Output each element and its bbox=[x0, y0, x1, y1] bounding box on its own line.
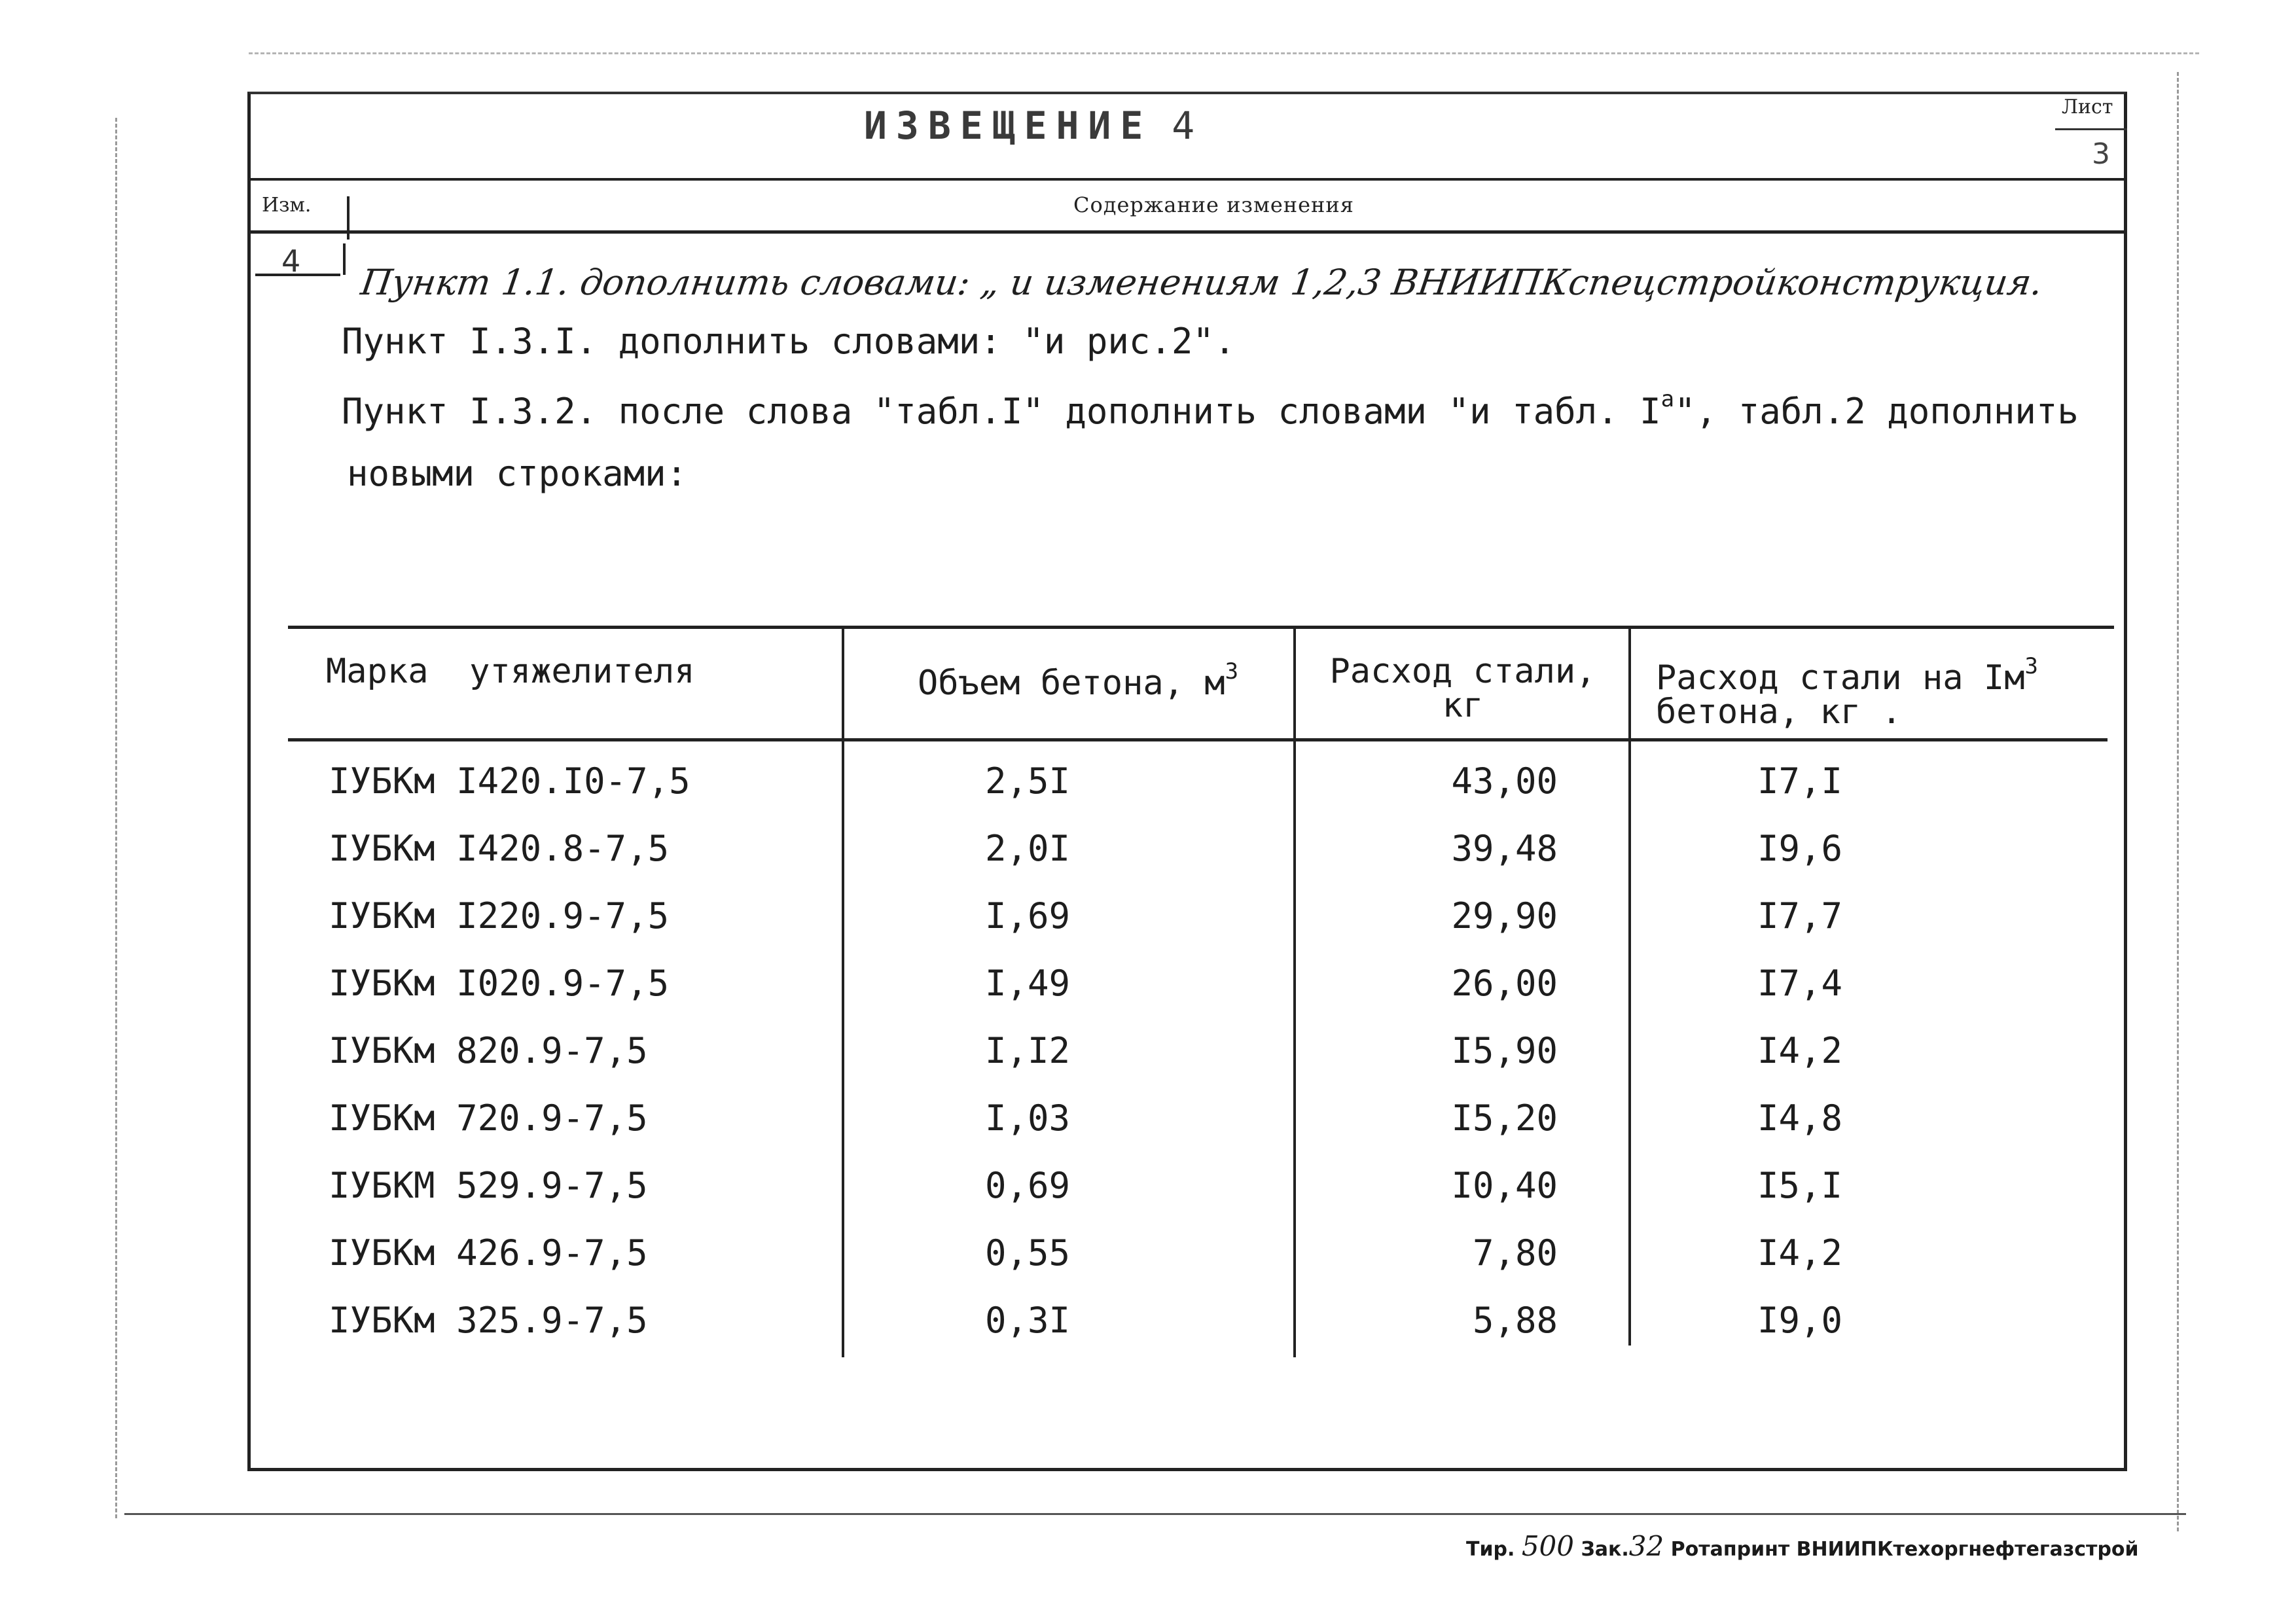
header-volume bbox=[918, 654, 1239, 703]
handwritten-note: Пункт 1.1. дополнить словами: „ и изменениям 1,2,3 ВНИИПКспецстройконструкция. bbox=[358, 262, 2045, 303]
sheet-number: 3 bbox=[2092, 137, 2110, 171]
change-number-tick bbox=[343, 243, 346, 275]
table-header-rule bbox=[288, 738, 2108, 741]
change-number: 4 bbox=[281, 243, 301, 279]
header-bottom-rule bbox=[247, 230, 2127, 234]
cell-volume: I,69 bbox=[984, 895, 1071, 936]
cell-volume: I,49 bbox=[984, 963, 1071, 1004]
table-row bbox=[0, 963, 2296, 1028]
table-row bbox=[0, 828, 2296, 893]
paragraph-2 bbox=[342, 386, 2079, 432]
cell-volume: I,03 bbox=[984, 1097, 1071, 1139]
paragraph-2-tail: ", табл.2 дополнить bbox=[1674, 391, 2079, 432]
cell-specific: I9,0 bbox=[1757, 1300, 1843, 1341]
cell-mark: IУБКм 426.9-7,5 bbox=[329, 1232, 648, 1274]
header-mark: Марка утяжелителя bbox=[326, 652, 695, 691]
header-specific-line-2: бетона, кг . bbox=[1656, 692, 1902, 732]
cell-steel: 29,90 bbox=[1451, 895, 1558, 936]
notice-number: 4 bbox=[1172, 103, 1195, 148]
paragraph-2-superscript: а bbox=[1660, 386, 1675, 412]
table-row bbox=[0, 895, 2296, 961]
cell-steel: I5,90 bbox=[1451, 1030, 1558, 1071]
cell-specific: I5,I bbox=[1757, 1165, 1843, 1206]
cell-specific: I4,2 bbox=[1757, 1030, 1843, 1071]
header-rule bbox=[247, 178, 2127, 181]
header-volume-text: Объем бетона, м bbox=[918, 664, 1225, 703]
cell-steel: 7,80 bbox=[1472, 1232, 1558, 1274]
cell-specific: I7,I bbox=[1757, 760, 1843, 802]
cell-volume: 2,0I bbox=[984, 828, 1071, 869]
cell-mark: IУБКм I420.I0-7,5 bbox=[329, 760, 691, 802]
print-imprint bbox=[1466, 1530, 2139, 1562]
table-top-rule bbox=[288, 626, 2114, 629]
header-specific-text: Расход стали на Iм bbox=[1656, 658, 2025, 698]
cell-mark: IУБКм 820.9-7,5 bbox=[329, 1030, 648, 1071]
cell-steel: 43,00 bbox=[1451, 760, 1558, 802]
header-specific-superscript: 3 bbox=[2024, 653, 2039, 679]
cell-steel: I5,20 bbox=[1451, 1097, 1558, 1139]
change-column-label: Изм. bbox=[262, 194, 312, 217]
header-specific bbox=[1656, 649, 2114, 732]
tir-label: Тир. bbox=[1466, 1538, 1515, 1561]
cell-mark: IУБКм I420.8-7,5 bbox=[329, 828, 670, 869]
cell-mark: IУБКм I220.9-7,5 bbox=[329, 895, 670, 936]
cell-steel: 5,88 bbox=[1472, 1300, 1558, 1341]
cell-specific: I7,7 bbox=[1757, 895, 1843, 936]
cell-steel: 39,48 bbox=[1451, 828, 1558, 869]
cell-volume: 0,55 bbox=[984, 1232, 1071, 1274]
table-row bbox=[0, 1300, 2296, 1365]
cell-specific: I4,2 bbox=[1757, 1232, 1843, 1274]
table-row bbox=[0, 760, 2296, 826]
cell-mark: IУБКм 720.9-7,5 bbox=[329, 1097, 648, 1139]
cell-mark: IУБКм 325.9-7,5 bbox=[329, 1300, 648, 1341]
cell-volume: 0,69 bbox=[984, 1165, 1071, 1206]
cell-volume: 0,3I bbox=[984, 1300, 1071, 1341]
notice-title bbox=[864, 103, 1453, 162]
header-steel-line-1: Расход стали, bbox=[1329, 652, 1596, 691]
zak-label: Зак. bbox=[1581, 1538, 1629, 1561]
printer-name: Ротапринт ВНИИПКтехоргнефтегазстрой bbox=[1670, 1538, 2139, 1561]
content-column-label: Содержание изменения bbox=[1073, 192, 1354, 217]
table-row bbox=[0, 1232, 2296, 1298]
cell-specific: I9,6 bbox=[1757, 828, 1843, 869]
cell-steel: 26,00 bbox=[1451, 963, 1558, 1004]
header-steel bbox=[1309, 652, 1617, 725]
cell-volume: I,I2 bbox=[984, 1030, 1071, 1071]
table-row bbox=[0, 1165, 2296, 1230]
header-steel-line-2: кг bbox=[1442, 686, 1484, 725]
header-specific-line-1 bbox=[1656, 649, 2114, 698]
tir-value: 500 bbox=[1521, 1530, 1574, 1562]
change-number-underline bbox=[255, 274, 340, 276]
paragraph-1: Пункт I.3.I. дополнить словами: "и рис.2". bbox=[342, 321, 1236, 362]
header-volume-superscript: 3 bbox=[1225, 658, 1239, 685]
table-row bbox=[0, 1030, 2296, 1096]
paragraph-3: новыми строками: bbox=[347, 453, 688, 494]
zak-value: 32 bbox=[1628, 1530, 1664, 1562]
paragraph-2-text: Пункт I.3.2. после слова "табл.I" дополнить словами "и табл. I bbox=[342, 391, 1661, 432]
sheet-label: Лист bbox=[2062, 96, 2113, 118]
cell-steel: I0,40 bbox=[1451, 1165, 1558, 1206]
notice-title-text: ИЗВЕЩЕНИЕ bbox=[864, 103, 1153, 148]
cell-mark: IУБКМ 529.9-7,5 bbox=[329, 1165, 648, 1206]
cell-specific: I7,4 bbox=[1757, 963, 1843, 1004]
scan-edge-bottom bbox=[124, 1513, 2186, 1515]
sheet-divider bbox=[2055, 128, 2127, 130]
scan-edge-top bbox=[249, 52, 2199, 54]
cell-mark: IУБКм I020.9-7,5 bbox=[329, 963, 670, 1004]
table-row bbox=[0, 1097, 2296, 1163]
cell-volume: 2,5I bbox=[984, 760, 1071, 802]
cell-specific: I4,8 bbox=[1757, 1097, 1843, 1139]
